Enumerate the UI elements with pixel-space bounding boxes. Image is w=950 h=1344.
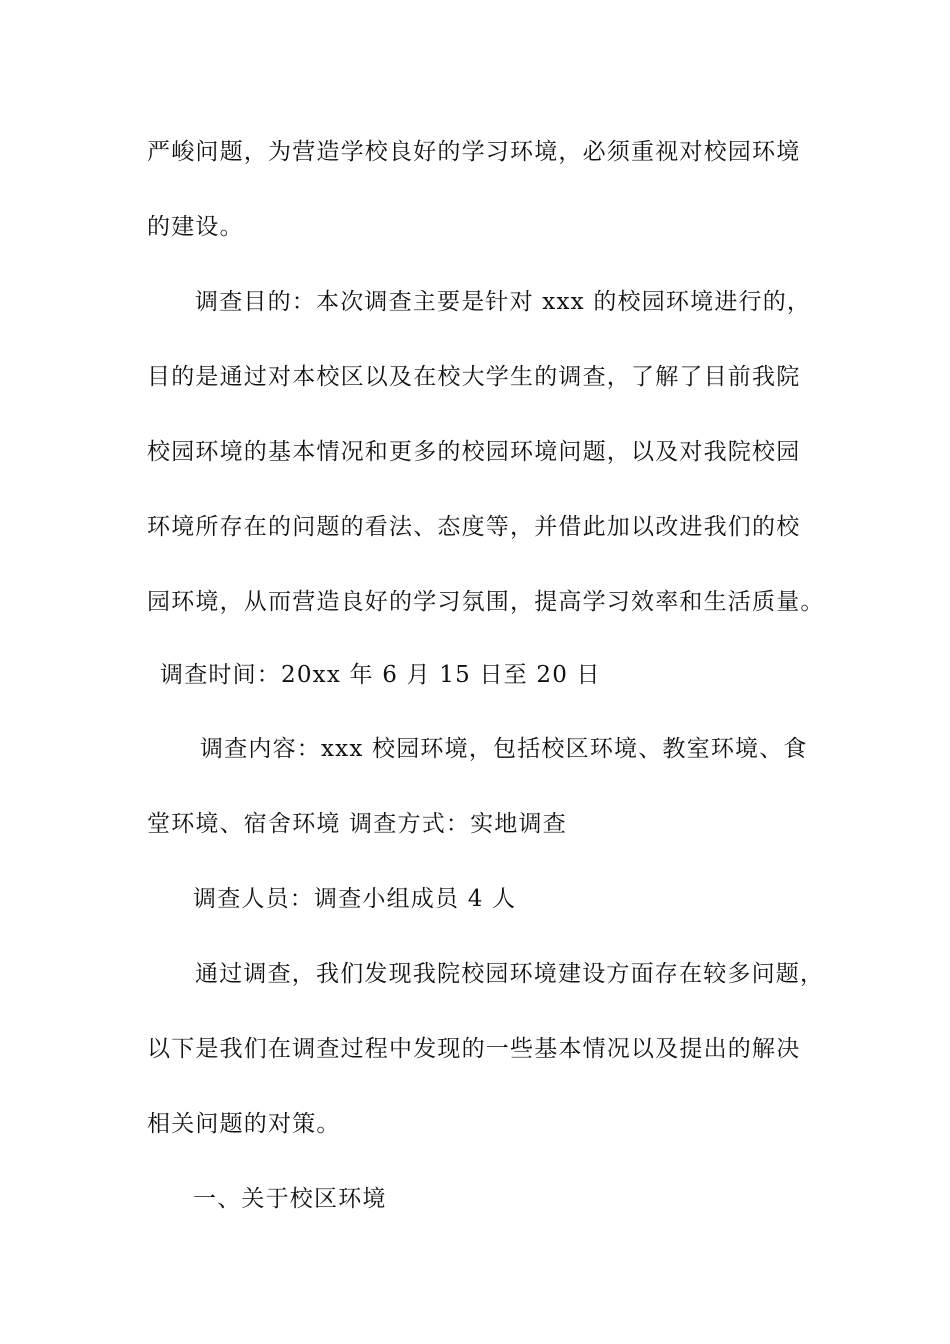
text-line-11: 调查人员：调查小组成员 4 人: [193, 886, 517, 912]
text-line-10: 堂环境、宿舍环境 调查方式：实地调查: [147, 811, 567, 837]
text-line-8: 调查时间：20xx 年 6 月 15 日至 20 日: [160, 662, 601, 688]
text-line-13: 以下是我们在调查过程中发现的一些基本情况以及提出的解决: [147, 1036, 801, 1062]
text-line-7: 园环境，从而营造良好的学习氛围，提高学习效率和生活质量。: [147, 589, 825, 615]
text-line-12: 通过调查，我们发现我院校园环境建设方面存在较多问题，: [195, 961, 825, 987]
text-line-14: 相关问题的对策。: [147, 1111, 341, 1137]
text-line-4: 目的是通过对本校区以及在校大学生的调查，了解了目前我院: [147, 364, 801, 390]
text-line-1: 严峻问题，为营造学校良好的学习环境，必须重视对校园环境: [147, 139, 801, 165]
text-line-9: 调查内容：xxx 校园环境，包括校区环境、教室环境、食: [200, 736, 808, 762]
text-line-6: 环境所存在的问题的看法、态度等，并借此加以改进我们的校: [147, 514, 801, 540]
text-line-3: 调查目的：本次调查主要是针对 xxx 的校园环境进行的，: [195, 289, 812, 315]
text-line-15: 一、关于校区环境: [193, 1186, 387, 1212]
text-line-5: 校园环境的基本情况和更多的校园环境问题，以及对我院校园: [147, 439, 801, 465]
text-line-2: 的建设。: [147, 214, 244, 240]
